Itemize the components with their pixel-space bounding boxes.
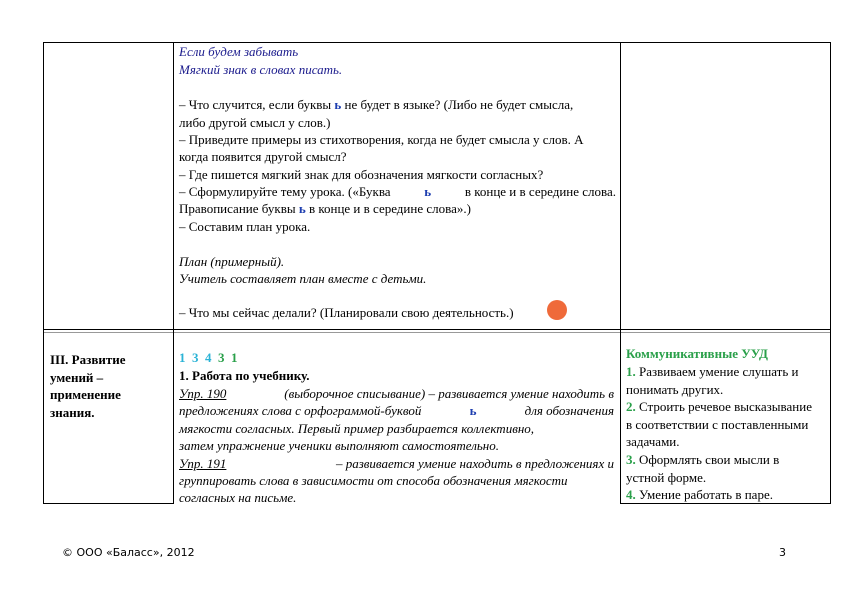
ex190-line-2 [179,402,614,420]
digit-code: 1 [179,350,186,365]
stage-line-3: применение [50,387,121,403]
uud-item-cont: в соответствии с поставленными [626,416,809,432]
question-4-text-b: в конце и в середине слова. [464,184,616,199]
uud-item-cont: понимать других. [626,381,724,397]
soft-sign-letter: ь [469,403,477,418]
footer-copyright: © ООО «Баласс», 2012 [62,546,195,559]
table-border-col1 [173,42,174,504]
ex191-link[interactable]: Упр. 191 [179,456,227,471]
ex191-line-1 [179,455,614,473]
question-1-text-b: не будет в языке? (Либо не будет смысла, [344,97,574,112]
table-border-col2 [620,42,621,504]
page-number: 3 [779,546,786,559]
digit-code: 4 [205,350,212,365]
question-1-line-2: либо другой смысл у слов.) [179,115,331,130]
soft-sign-letter: ь [334,97,342,112]
digit-codes [179,349,238,367]
uud-item [626,398,828,416]
question-5: – Составим план урока. [179,219,311,234]
digit-code: 1 [231,350,238,365]
stage-label [50,351,170,421]
table-border-right [830,42,831,504]
table-border-row-divider [43,329,830,330]
uud-item-number: 1. [626,364,636,379]
question-6: – Что мы сейчас делали? (Планировали свою деятельность.) [179,305,514,320]
ex190-line-3: мягкости согласных. Первый пример разбирается коллективно, [179,421,535,436]
poem-line-1: Если будем забывать [179,44,299,59]
uud-item-number: 2. [626,399,636,415]
question-2-line-2: когда появится другой смысл? [179,149,347,164]
question-1 [179,96,616,114]
stage-line-2: умений – [50,369,104,385]
question-3: – Где пишется мягкий знак для обозначения мягкости согласных? [179,167,544,182]
question-4-line-1 [179,183,616,201]
ex190-desc: (выборочное списывание) – развивается умение находить в [284,386,614,401]
uud-item-text: Оформлять свои мысли в [639,451,780,467]
plan-title: План (примерный). [179,254,285,269]
table-border-top [43,42,830,43]
uud-item-text: Строить речевое высказывание [639,399,812,415]
question-2-line-1: – Приведите примеры из стихотворения, когда не будет смысла у слов. А [179,132,584,147]
orange-dot [547,300,567,320]
stage-line-4: знания. [50,404,95,420]
uud-item [626,486,828,504]
ex190-desc-a: предложениях слова с орфограммой-буквой [179,403,422,418]
work-title: 1. Работа по учебнику. [179,368,310,383]
uud-item [626,363,828,381]
uud-title: Коммуникативные УУД [626,346,768,361]
question-4-text-d: в конце и в середине слова».) [308,201,471,216]
ex190-desc-b: для обозначения [524,403,614,418]
ex191-line-2: группировать слова в зависимости от способа обозначения мягкости [179,473,568,488]
question-1-text-a: – Что случится, если буквы [179,97,332,112]
uud-item-text: Умение работать в паре. [639,487,773,503]
ex190-link[interactable]: Упр. 190 [179,386,227,401]
soft-sign-letter: ь [424,184,432,199]
table-border-left [43,42,44,504]
uud-item-cont: задачами. [626,434,680,450]
ex191-desc: – развивается умение находить в предложениях и [335,456,614,471]
uud-list [626,363,828,504]
question-4-line-2 [179,200,471,218]
stage-line-1: III. Развитие [50,352,126,367]
ex190-line-4: затем упражнение ученики выполняют самостоятельно. [179,438,499,453]
question-4-text-a: – Сформулируйте тему урока. («Буква [179,184,391,199]
digit-code: 3 [218,350,225,365]
uud-item-text: Развиваем умение слушать и [639,364,799,379]
question-4-text-c: Правописание буквы [179,201,296,216]
table-border-bottom [43,503,173,504]
poem-line-2: Мягкий знак в словах писать. [179,62,343,77]
digit-code: 3 [192,350,199,365]
plan-note: Учитель составляет план вместе с детьми. [179,271,427,286]
soft-sign-letter: ь [298,201,306,216]
uud-item-number: 4. [626,487,636,503]
ex190-line-1 [179,385,614,403]
uud-item-number: 3. [626,451,636,467]
table-border-row-divider-2 [43,332,830,333]
uud-item-cont: устной форме. [626,469,707,485]
ex191-line-3: согласных на письме. [179,490,297,505]
uud-item [626,451,828,469]
